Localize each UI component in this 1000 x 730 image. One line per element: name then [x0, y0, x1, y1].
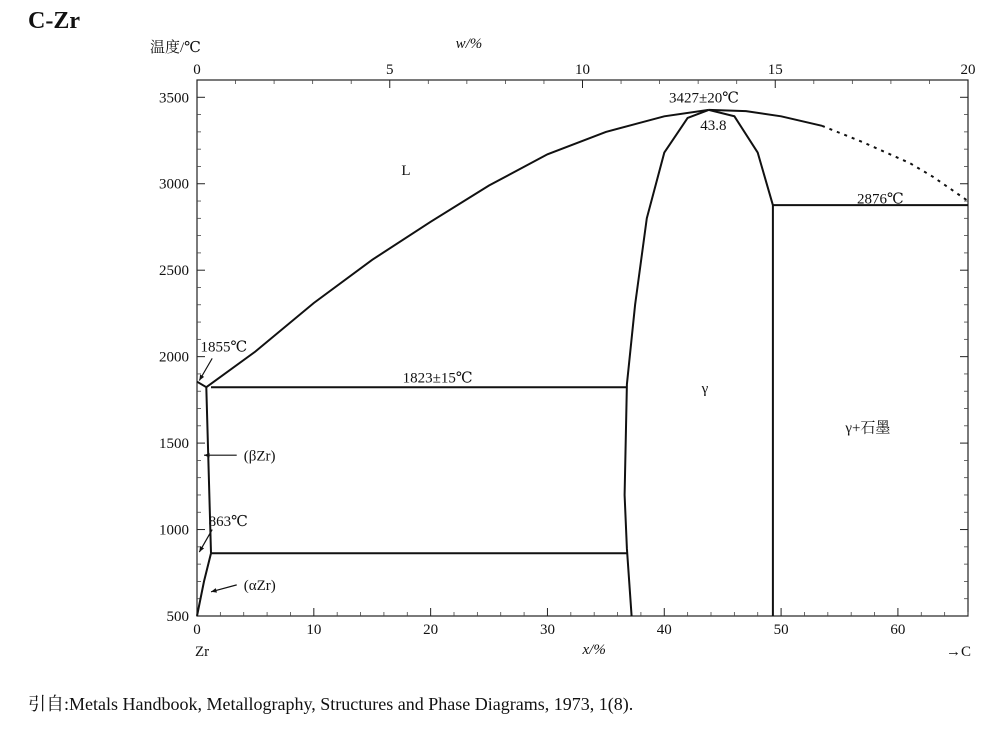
y-tick-label: 3000: [159, 176, 189, 193]
label-2876: 2876℃: [856, 191, 904, 208]
label-max-composition: 43.8: [700, 118, 727, 135]
y-tick-label: 3500: [159, 90, 189, 107]
xtop-tick-label: 15: [767, 62, 783, 78]
x-tick-label: 30: [539, 622, 555, 638]
y-axis-label: 温度/℃: [150, 40, 201, 56]
liquidus-dashed-curve: [822, 126, 968, 201]
label-max-temp: 3427±20℃: [668, 90, 739, 107]
axis-ticks: [159, 62, 976, 638]
xtop-tick-label: 0: [193, 62, 201, 78]
x-tick-label: 20: [423, 622, 439, 638]
y-tick-label: 500: [166, 609, 189, 625]
y-tick-label: 1000: [159, 522, 189, 539]
x-left-end-label: Zr: [195, 644, 210, 660]
gamma-right-boundary: [709, 110, 773, 616]
x-tick-label: 0: [193, 622, 201, 638]
phase-curves: [197, 110, 968, 616]
y-tick-label: 2000: [159, 349, 189, 366]
gamma-left-boundary: [625, 110, 709, 616]
label-863: 863℃: [208, 514, 248, 531]
top-axis-label: w/%: [455, 36, 483, 52]
y-tick-label: 1500: [159, 436, 189, 453]
x-right-end-label: →C: [946, 644, 972, 660]
xtop-tick-label: 20: [960, 62, 976, 78]
xtop-tick-label: 10: [575, 62, 590, 78]
source-caption: 引自:Metals Handbook, Metallography, Structures and Phase Diagrams, 1973, 1(8).: [28, 694, 634, 714]
label-1855: 1855℃: [200, 339, 248, 356]
xtop-tick-label: 5: [386, 62, 394, 78]
diagram-labels: [150, 36, 971, 660]
phase-label-l: L: [401, 163, 411, 180]
plot-border: [197, 80, 968, 616]
phase-label-gamma: γ: [701, 380, 709, 397]
liquidus-curve: [206, 110, 708, 387]
label-1823: 1823±15℃: [402, 370, 473, 387]
diagram-title: C-Zr: [28, 8, 80, 34]
phase-label-gamma-graphite: γ+石墨: [845, 420, 891, 437]
x-tick-label: 40: [656, 622, 672, 638]
plot-frame: [197, 80, 968, 616]
x-tick-label: 60: [890, 622, 906, 638]
phase-label-betazr: (βZr): [243, 448, 276, 465]
arrow-betazr-head: [204, 453, 210, 458]
alphazr-boundary: [197, 553, 211, 616]
phase-label-alphazr: (αZr): [243, 578, 276, 595]
x-tick-label: 50: [773, 622, 789, 638]
y-tick-label: 2500: [159, 263, 189, 280]
x-tick-label: 10: [306, 622, 322, 638]
bottom-axis-label: x/%: [582, 642, 606, 658]
